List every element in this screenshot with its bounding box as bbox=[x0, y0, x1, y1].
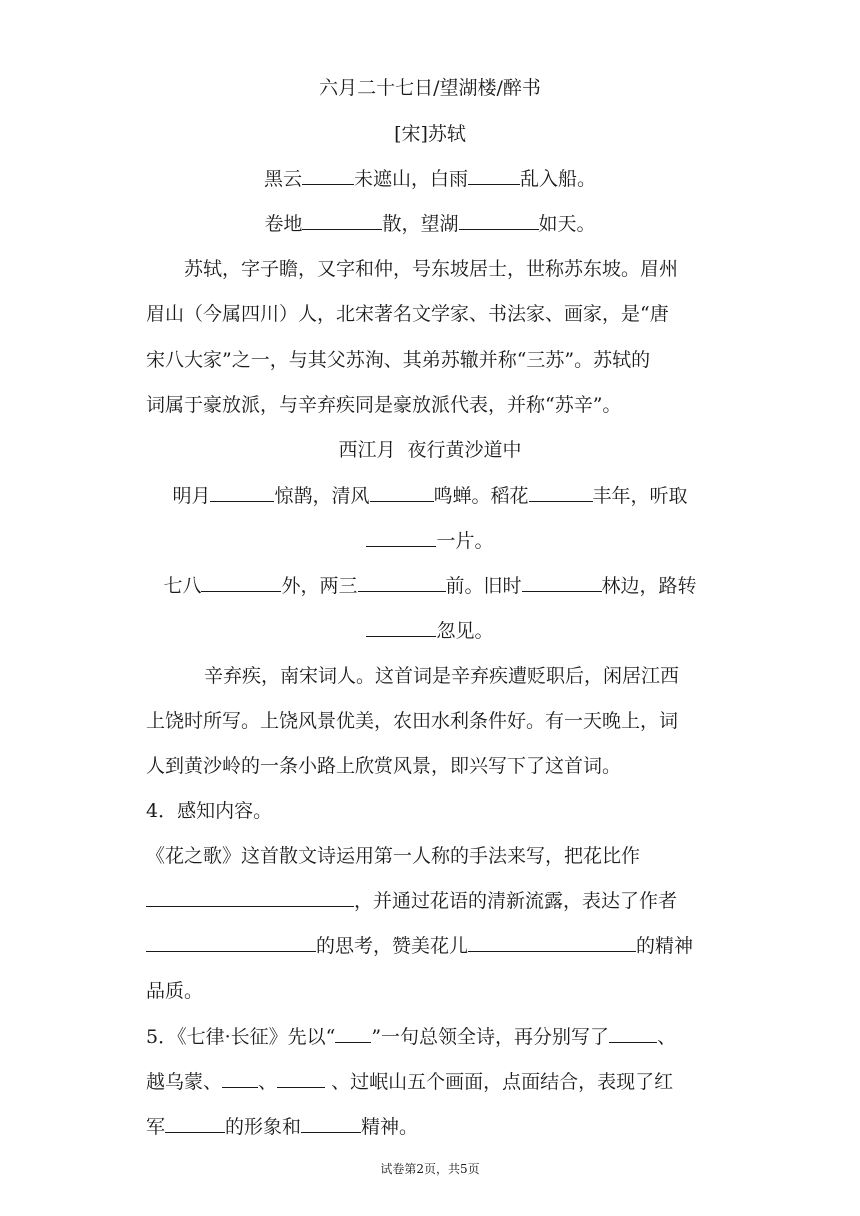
blank bbox=[201, 574, 281, 592]
blank bbox=[370, 484, 434, 502]
blank bbox=[468, 934, 636, 952]
blank bbox=[522, 574, 602, 592]
poem1-line1-c: 乱入船。 bbox=[520, 168, 597, 190]
poem1-line1-a: 黑云 bbox=[263, 168, 302, 190]
question-5-line-2-a: 越乌蒙、 bbox=[146, 1071, 223, 1093]
blank bbox=[529, 484, 593, 502]
question-5-line-1-b: ”一句总领全诗，再分别写了 bbox=[371, 1026, 610, 1048]
poem1-title: 六月二十七日/望湖楼/醉书 bbox=[319, 77, 541, 99]
blank bbox=[165, 1115, 225, 1133]
question-4-line-2-text: ，并通过花语的清新流露，表达了作者 bbox=[354, 890, 678, 912]
question-5-line-1 bbox=[146, 1025, 716, 1049]
question-4-line-4: 品质。 bbox=[146, 980, 204, 1002]
blank bbox=[302, 167, 354, 185]
bio1-line-1: 苏轼，字子瞻，又字和仲，号东坡居士，世称苏东坡。眉州 bbox=[184, 258, 679, 280]
blank bbox=[301, 1115, 361, 1133]
bio1-line-2: 眉山（今属四川）人，北宋著名文学家、书法家、画家，是“唐 bbox=[146, 303, 669, 325]
poem2-line1-c: 鸣蝉。稻花 bbox=[433, 485, 529, 507]
question-5-line-3 bbox=[146, 1115, 716, 1139]
blank bbox=[335, 1025, 371, 1043]
poem2-line3 bbox=[0, 574, 860, 598]
blank bbox=[146, 934, 316, 952]
bio2-line-1: 辛弃疾，南宋词人。这首词是辛弃疾遭贬职后，闲居江西 bbox=[204, 665, 680, 687]
poem2-line4-text: 忽见。 bbox=[436, 620, 494, 642]
page-footer: 试卷第2页，共5页 bbox=[380, 1162, 480, 1176]
poem2-line1-d: 丰年，听取 bbox=[592, 485, 688, 507]
poem2-line3-c: 前。旧时 bbox=[445, 575, 522, 597]
question-5-line-2 bbox=[146, 1070, 716, 1094]
question-4-line-2 bbox=[146, 889, 716, 913]
poem1-author: [宋]苏轼 bbox=[394, 123, 466, 145]
blank bbox=[277, 1070, 325, 1088]
question-5-line-2-b: 、 bbox=[258, 1071, 278, 1093]
blank bbox=[302, 212, 382, 230]
poem1-line2-c: 如天。 bbox=[538, 213, 596, 235]
blank bbox=[459, 212, 539, 230]
question-4-line-3-a: 的思考，赞美花儿 bbox=[316, 935, 469, 957]
poem2-title: 西江月 夜行黄沙道中 bbox=[338, 439, 522, 461]
poem1-line2-b: 散，望湖 bbox=[382, 213, 459, 235]
blank bbox=[468, 167, 520, 185]
blank bbox=[609, 1025, 657, 1043]
question-5-line-3-a: 军 bbox=[146, 1116, 166, 1138]
bio1-line-3: 宋八大家”之一，与其父苏洵、其弟苏辙并称“三苏”。苏轼的 bbox=[146, 349, 651, 371]
blank bbox=[222, 1070, 258, 1088]
poem2-line1-b: 惊鹊，清风 bbox=[274, 485, 370, 507]
blank bbox=[366, 529, 436, 547]
poem2-line2 bbox=[0, 529, 860, 553]
blank bbox=[210, 484, 274, 502]
question-5-line-3-b: 的形象和 bbox=[225, 1116, 302, 1138]
blank bbox=[146, 889, 354, 907]
blank bbox=[358, 574, 446, 592]
poem2-line3-b: 外，两三 bbox=[281, 575, 358, 597]
question-5-line-2-c: 、过岷山五个画面，点面结合，表现了红 bbox=[325, 1071, 674, 1093]
blank bbox=[366, 619, 436, 637]
bio1-line-4: 词属于豪放派，与辛弃疾同是豪放派代表，并称“苏辛”。 bbox=[146, 394, 622, 416]
poem2-line4 bbox=[0, 619, 860, 643]
poem1-line2 bbox=[0, 212, 860, 236]
bio2-line-2: 上饶时所写。上饶风景优美，农田水利条件好。有一天晚上，词 bbox=[146, 710, 679, 732]
question-5-line-1-a: 5．《七律·长征》先以“ bbox=[146, 1026, 336, 1048]
question-4-line-1: 《花之歌》这首散文诗运用第一人称的手法来写，把花比作 bbox=[146, 845, 641, 867]
poem2-line3-d: 林边，路转 bbox=[601, 575, 697, 597]
question-4-line-3 bbox=[146, 934, 716, 958]
question-4-heading: 4．感知内容。 bbox=[146, 800, 273, 822]
poem1-line2-a: 卷地 bbox=[264, 213, 303, 235]
question-5-line-1-c: 、 bbox=[657, 1026, 677, 1048]
poem1-line1-b: 未遮山，白雨 bbox=[353, 168, 468, 190]
question-5-line-3-c: 精神。 bbox=[361, 1116, 419, 1138]
poem2-line1-a: 明月 bbox=[172, 485, 211, 507]
poem2-line3-a: 七八 bbox=[163, 575, 202, 597]
question-4-line-3-b: 的精神 bbox=[636, 935, 694, 957]
poem1-line1 bbox=[0, 167, 860, 191]
poem2-line1 bbox=[0, 484, 860, 508]
poem2-line2-text: 一片。 bbox=[436, 530, 494, 552]
bio2-line-3: 人到黄沙岭的一条小路上欣赏风景，即兴写下了这首词。 bbox=[146, 755, 622, 777]
